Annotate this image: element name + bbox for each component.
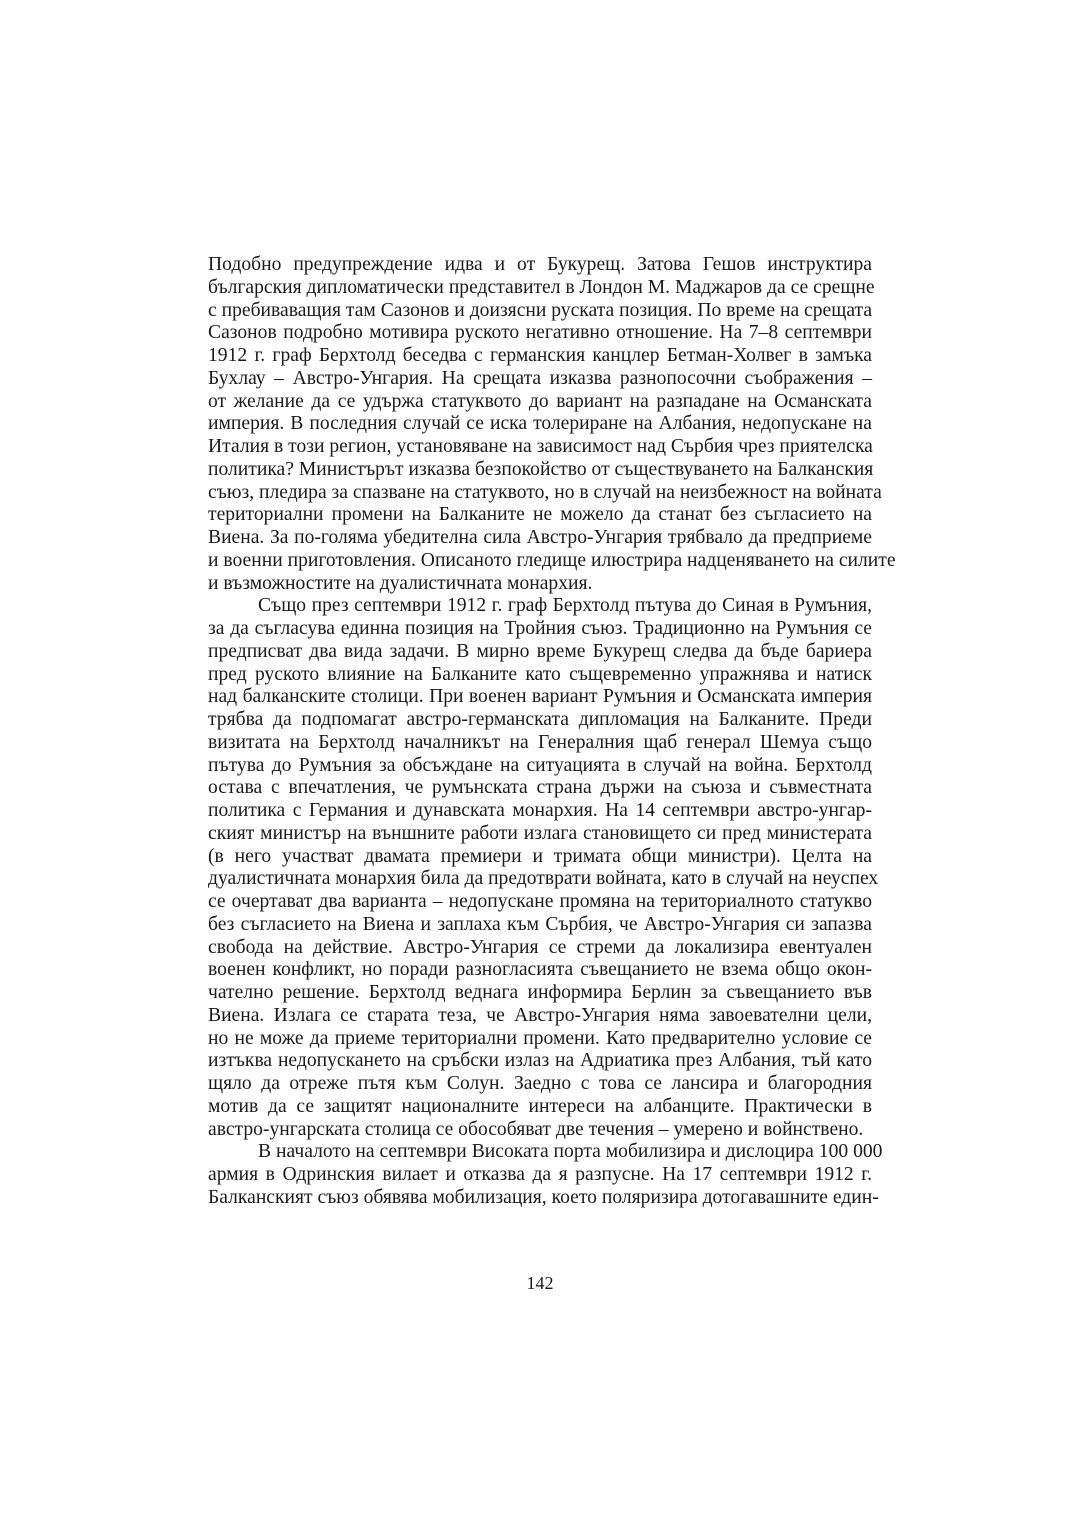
text-line: визитата на Берхтолд началникът на Генералния щаб генерал Шемуа също xyxy=(208,731,872,753)
text-line: териториални промени на Балканите не можело да станат без съгласието на xyxy=(208,504,872,526)
text-line: Бухлау – Австро-Унгария. На срещата изказва разнопосочни съображения – xyxy=(208,367,872,389)
text-line: австро-унгарската столица се обособяват две течения – умерено и войнствено. xyxy=(208,1118,864,1140)
text-line: и възможностите на дуалистичната монархия. xyxy=(208,572,593,594)
text-line: но не може да приеме териториални промени. Като предварително условие се xyxy=(208,1027,872,1049)
text-line: армия в Одринския вилает и отказва да я разпусне. На 17 септември 1912 г. xyxy=(208,1164,872,1185)
text-line: Подобно предупреждение идва и от Букурещ. Затова Гешов инструктира xyxy=(208,254,872,275)
text-line: Балканският съюз обявява мобилизация, което поляризира дотогавашните един- xyxy=(208,1186,879,1208)
paragraph xyxy=(208,1141,883,1209)
text-line: мотив да се защитят националните интереси на албанците. Практически в xyxy=(208,1095,872,1117)
text-line: империя. В последния случай се иска толериране на Албания, недопускане на xyxy=(208,413,872,435)
text-line: остава с впечатления, че румънската страна държи на съюза и съвместната xyxy=(208,777,872,799)
text-line: Виена. Излага се старата теза, че Австро-Унгария няма завоевателни цели, xyxy=(208,1004,872,1026)
text-line: с пребиваващия там Сазонов и доизясни руската позиция. По време на срещата xyxy=(208,299,873,321)
text-line: политика с Германия и дунавската монархия. На 14 септември австро-унгар- xyxy=(208,800,872,821)
text-line: политика? Министърът изказва безпокойство от съществуването на Балканския xyxy=(208,458,874,480)
text-line: В началото на септември Високата порта мобилизира и дислоцира 100 000 xyxy=(258,1141,883,1163)
text-line: без съгласието на Виена и заплаха към Сърбия, че Австро-Унгария си запазва xyxy=(208,913,872,935)
text-line: Също през септември 1912 г. граф Берхтолд пътува до Синая в Румъния, xyxy=(258,595,872,617)
text-line: 1912 г. граф Берхтолд беседва с германския канцлер Бетман-Холвег в замъка xyxy=(208,345,872,366)
text-line: пред руското влияние на Балканите като същевременно упражнява и натиск xyxy=(208,663,872,685)
text-line: изтъква недопускането на сръбски излаз на Адриатика през Албания, тъй като xyxy=(208,1050,872,1072)
text-line: Сазонов подробно мотивира руското негативно отношение. На 7–8 септември xyxy=(208,322,872,344)
text-line: щяло да отреже пътя към Солун. Заедно с това се лансира и благородния xyxy=(208,1073,872,1094)
text-line: пътува до Румъния за обсъждане на ситуацията в случай на война. Берхтолд xyxy=(208,754,872,776)
text-line: за да съгласува единна позиция на Тройния съюз. Традиционно на Румъния се xyxy=(208,618,872,639)
text-line: Италия в този регион, установяване на зависимост над Сърбия чрез приятелска xyxy=(208,436,873,457)
paragraph xyxy=(208,595,879,1141)
text-line: и военни приготовления. Описаното гледище илюстрира надценяването на силите xyxy=(208,549,896,571)
text-line: предписват два вида задачи. В мирно време Букурещ следва да бъде бариера xyxy=(208,640,872,662)
text-line: свобода на действие. Австро-Унгария се стреми да локализира евентуален xyxy=(208,936,872,958)
text-line: дуалистичната монархия била да предотврати войната, като в случай на неуспех xyxy=(208,868,879,890)
text-line: трябва да подпомагат австро-германската дипломация на Балканите. Преди xyxy=(208,709,872,730)
body-text xyxy=(208,254,896,1210)
text-line: съюз, пледира за спазване на статуквото, но в случай на неизбежност на войната xyxy=(208,481,882,503)
text-line: над балканските столици. При военен вариант Румъния и Османската империя xyxy=(208,686,872,708)
text-line: военен конфликт, но поради разногласията съвещанието не взема общо окон- xyxy=(208,959,872,981)
text-line: от желание да се удържа статуквото до вариант на разпадане на Османската xyxy=(208,390,872,412)
paragraph xyxy=(208,254,896,595)
page-number: 142 xyxy=(526,1273,554,1293)
text-line: се очертават два варианта – недопускане промяна на териториалното статукво xyxy=(208,891,872,912)
text-line: ският министър на външните работи излага становището си пред министерата xyxy=(208,822,872,844)
text-line: Виена. За по-голяма убедителна сила Австро-Унгария трябвало да предприеме xyxy=(208,527,872,548)
text-line: (в него участват двамата премиери и тримата общи министри). Целта на xyxy=(208,845,872,867)
text-line: чателно решение. Берхтолд веднага информира Берлин за съвещанието във xyxy=(208,982,872,1003)
text-line: българския дипломатически представител в Лондон М. Маджаров да се срещне xyxy=(208,276,875,298)
